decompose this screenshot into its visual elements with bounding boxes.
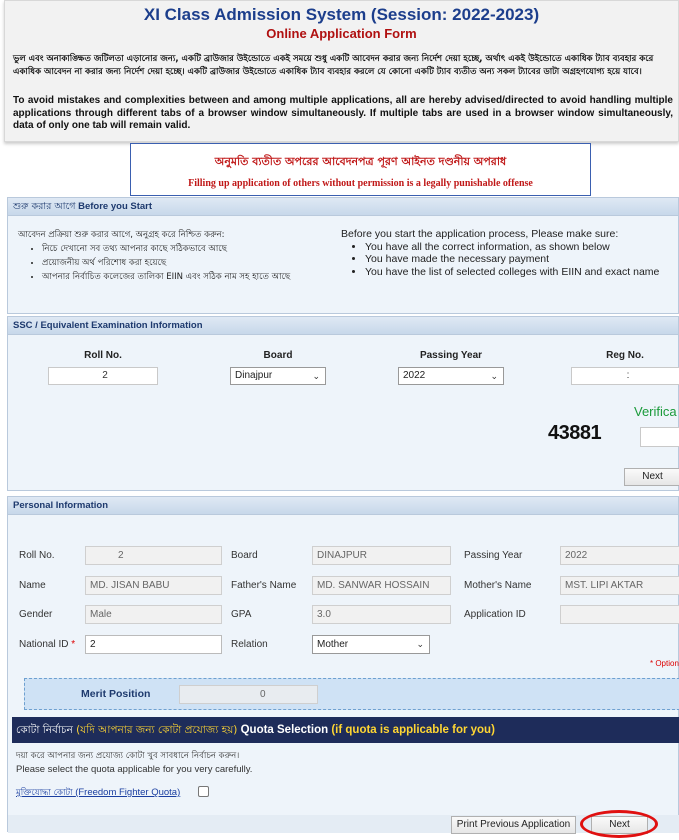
- notice-bangla: ভুল এবং অনাকাঙ্ক্ষিত জটিলতা এড়ানোর জন্য, একটি ব্রাউজার উইন্ডোতে একই সময়ে শুধু একটি আবেদন করার জন্য নির্দেশ দেয়া হচ্ছে, অর্থাৎ একই উইন্ডোতে একাধিক ট্যাব ব্যবহার করে একাধিক আবেদন না করার জন্য নির্দেশ দেয়া হচ্ছে। একটি ব্রাউজার উইন্ডোতে একাধিক ট্যাব ব্যবহার করলে যে কোনো একটি ট্যাব ব্যতীত অন্য সকল ট্যাবের ডাটা অগ্রহণযোগ্য হয়ে যাবে।: [13, 54, 654, 77]
- before-you-start-heading: শুরু করার আগে Before you Start: [8, 198, 678, 216]
- ssc-info-panel: [7, 316, 679, 491]
- legal-warning-box: [130, 143, 591, 196]
- application-id-label: Application ID: [464, 609, 526, 620]
- optional-note: * Option: [650, 659, 679, 668]
- gpa-field: 3.0: [312, 605, 451, 624]
- mother-name-field: MST. LIPI AKTAR: [560, 576, 679, 595]
- captcha-code: 43881: [548, 422, 602, 444]
- chevron-down-icon: ⌄: [312, 371, 320, 381]
- father-name-label: Father's Name: [231, 580, 297, 591]
- instructions-english: Before you start the application process, Please make sure: • You have all the correct information, as shown below • You have made the necessary payment • You have the list of selected colleges with EIIN and exact name: [341, 228, 679, 278]
- verification-label: Verifica: [634, 404, 677, 419]
- warning-english: Filling up application of others without permission is a legally punishable offense: [188, 178, 533, 189]
- print-previous-application-button[interactable]: Print Previous Application: [451, 816, 576, 834]
- personal-next-button[interactable]: Next: [591, 816, 648, 834]
- board-select[interactable]: Dinajpur ⌄: [230, 367, 326, 385]
- before-you-start-panel: [7, 197, 679, 314]
- name-field: MD. JISAN BABU: [85, 576, 222, 595]
- national-id-label: National ID *: [19, 639, 76, 650]
- chevron-down-icon: ⌄: [490, 371, 498, 381]
- p-board-label: Board: [231, 550, 258, 561]
- relation-select[interactable]: Mother ⌄: [312, 635, 430, 654]
- list-item: • You have made the necessary payment: [365, 253, 679, 266]
- page-subtitle: Online Application Form: [266, 26, 417, 41]
- reg-input[interactable]: :: [571, 367, 679, 385]
- quota-instructions: দয়া করে আপনার জন্য প্রযোজ্য কোটা খুব সাবধানে নির্বাচন করুন। Please select the quota applicable for you very carefully.: [16, 751, 253, 775]
- passing-year-label: Passing Year: [419, 350, 483, 361]
- application-id-field: [560, 605, 679, 624]
- warning-bangla: অনুমতি ব্যতীত অপরের আবেদনপত্র পূরণ আইনত দণ্ডনীয় অপরাধ: [214, 155, 507, 168]
- gender-label: Gender: [19, 609, 53, 620]
- p-roll-field: 2: [85, 546, 222, 565]
- personal-info-heading: Personal Information: [8, 497, 678, 515]
- p-passing-year-field: 2022: [560, 546, 679, 565]
- ssc-next-button[interactable]: Next: [624, 468, 679, 486]
- p-passing-year-label: Passing Year: [464, 550, 523, 561]
- chevron-down-icon: ⌄: [416, 639, 424, 649]
- personal-info-panel: [7, 496, 679, 832]
- national-id-input[interactable]: 2: [85, 635, 222, 654]
- notice-english: To avoid mistakes and complexities between and among multiple applications, all are hereby advised/directed to avoid handling multiple applications through different tabs of a browser window simultaneously. If multiple tabs are used in a browser window simultaneously, data of only one tab will remain valid.: [13, 95, 673, 131]
- page-title: XI Class Admission System (Session: 2022-2023): [143, 5, 540, 24]
- father-name-field: MD. SANWAR HOSSAIN: [312, 576, 451, 595]
- mother-name-label: Mother's Name: [464, 580, 532, 591]
- freedom-fighter-quota-checkbox[interactable]: [198, 786, 209, 797]
- relation-label: Relation: [231, 639, 268, 650]
- list-item: • You have all the correct information, as shown below: [365, 241, 679, 254]
- highlight-circle-annotation: [580, 810, 658, 838]
- merit-position-field: 0: [179, 685, 318, 704]
- reg-label: Reg No.: [606, 350, 644, 361]
- passing-year-select[interactable]: 2022 ⌄: [398, 367, 504, 385]
- board-label: Board: [263, 350, 293, 361]
- p-roll-label: Roll No.: [19, 550, 55, 561]
- quota-selection-header: কোটা নির্বাচন (যদি আপনার জন্য কোটা প্রযোজ্য হয়) Quota Selection (if quota is applicable for you): [12, 717, 679, 743]
- list-item: • আপনার নির্বাচিত কলেজের তালিকা EIIN এবং সঠিক নাম সহ হাতে আছে: [42, 270, 318, 284]
- roll-label: Roll No.: [84, 350, 122, 361]
- list-item: • নিচে দেখানো সব তথ্য আপনার কাছে সঠিকভাবে আছে: [42, 242, 318, 256]
- list-item: • You have the list of selected colleges with EIIN and exact name: [365, 266, 679, 279]
- captcha-input[interactable]: [640, 427, 679, 447]
- p-board-field: DINAJPUR: [312, 546, 451, 565]
- list-item: • প্রয়োজনীয় অর্থ পরিশোধ করা হয়েছে: [42, 256, 318, 270]
- name-label: Name: [19, 580, 46, 591]
- form-action-bar: [8, 815, 679, 833]
- gpa-label: GPA: [231, 609, 252, 620]
- page-header: [4, 0, 679, 142]
- gender-field: Male: [85, 605, 222, 624]
- merit-position-label: Merit Position: [81, 688, 151, 700]
- ssc-info-heading: SSC / Equivalent Examination Information: [8, 317, 678, 335]
- freedom-fighter-quota-link[interactable]: মুক্তিযোদ্ধা কোটা (Freedom Fighter Quota): [16, 787, 181, 798]
- roll-input[interactable]: 2: [48, 367, 158, 385]
- instructions-bangla: আবেদন প্রক্রিয়া শুরু করার আগে, অনুগ্রহ করে নিশ্চিত করুন: • নিচে দেখানো সব তথ্য আপনার কাছে সঠিকভাবে আছে • প্রয়োজনীয় অর্থ পরিশোধ করা হয়েছে • আপনার নির্বাচিত কলেজের তালিকা EIIN এবং সঠিক নাম সহ হাতে আছে: [18, 228, 318, 284]
- merit-position-box: [24, 678, 679, 710]
